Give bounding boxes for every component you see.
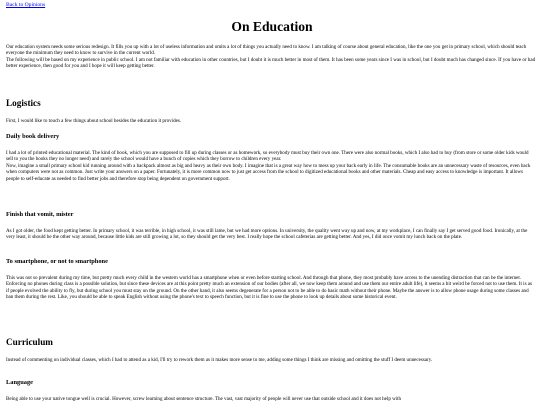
language-section [6,396,536,402]
intro-paragraph-1: Our education system needs some serious redesign. It fills you up with a lot of useless information and omits a lot of things you actually need to know. I am talking of course about general education, like the one you get in primary school, which should teach everyone the minimum they need to know to survive in the current world. [6,44,527,57]
book-delivery-section [6,150,536,182]
vomit-section [6,228,536,241]
book-delivery-paragraph-1: I had a lot of printed educational material. The kind of book, which you are supposed to fill up during classes or as homework, so everybody must buy their own one. There were also normal books, which I also had to buy (from store or some older kids would sell to you the books they no longer need) and rarely the school would have a bunch of copies which they borrow to children every year. [6,150,529,163]
book-delivery-paragraph-2: Now, imagine a small primary school kid running around with a backpack almost as big and heavy as their own body. I imagine that is a great way how to mess up your back early in life. The consumable books are an unnecessary waste of resources, even back when computers were not as common. Just write your answers on a paper. Fortunately, it is more common now to just get access from the school to digitized educational books and other materials. Cheap and easy access to knowledge is important. It allows people to self-educate as needed to find better jobs and therefore stop being dependent on government support. [6,162,531,182]
subheading-daily-book-delivery: Daily book delivery [6,133,60,140]
subheading-language: Language [6,379,33,386]
curriculum-intro [6,357,536,363]
section-heading-curriculum: Curriculum [6,337,53,347]
intro-paragraph-2: The following will be based on my experience in public school. I am not familiar with education in other countries, but I doubt it is much better in most of them. It has been some years since I was in school, but I doubt much has changed since. If you have or had better experience, then good for you and I hope it will keep getting better. [6,56,536,70]
intro-section [6,44,536,70]
subheading-smartphone: To smartphone, or not to smartphone [6,258,108,265]
vomit-paragraph: As I got older, the food kept getting better. In primary school, it was terrible, in high school, it was still lame, but we had more options. In university, the quality went way up and now, at my workplace, I can finally say I get served good food. Ironically, at the very least, it should be the other way around, because little kids are still growing a lot, so they should get the very best. I really hope the school cafeterias are getting better. And yes, I did once vomit my lunch back on the plate. [6,228,528,241]
back-to-opinions-link[interactable]: Back to Opinions [6,2,46,8]
logistics-intro-paragraph: First, I would like to touch a few things about school besides the education it provides. [6,118,182,124]
curriculum-intro-paragraph: Instead of commenting on individual classes, which I had to attend as a kid, I'll try to rework them as it makes more sense to me, adding some things I think are missing and omitting the stuff I deem unnecessary. [6,357,433,363]
language-paragraph: Being able to use your native tongue well is crucial. However, screw learning about sentence structure. The vast, vast majority of people will never use that outside school and it does not help with [6,396,402,402]
subheading-finish-that-vomit: Finish that vomit, mister [6,211,74,218]
section-heading-logistics: Logistics [6,98,41,108]
smartphone-paragraph: This was not so prevalent during my time, but pretty much every child in the western world has a smartphone when or even before starting school. And through that phone, they most probably have access to the unending distraction that can be the internet. Enforcing no phones during class is a possible solution, but since these devices are at this point pretty much an extension of our bodies (after all, we now keep them around and use them our entire adult life), it seems a bit weird be forced not to use them. It is as if people evolved the ability to fly, but during school you must stay on the ground. On the other hand, it also seems degenerate for a person not to be able to do basic math without their phone. Maybe the answer is to allow phone usage during some classes and ban them during the rest. Like, you should be able to speak English without using the phone's text to speech function, but it is fine to use the phone to look up details about some historical event. [6,275,533,301]
smartphone-section [6,275,536,301]
page-title: On Education [231,19,313,34]
logistics-intro [6,118,536,124]
